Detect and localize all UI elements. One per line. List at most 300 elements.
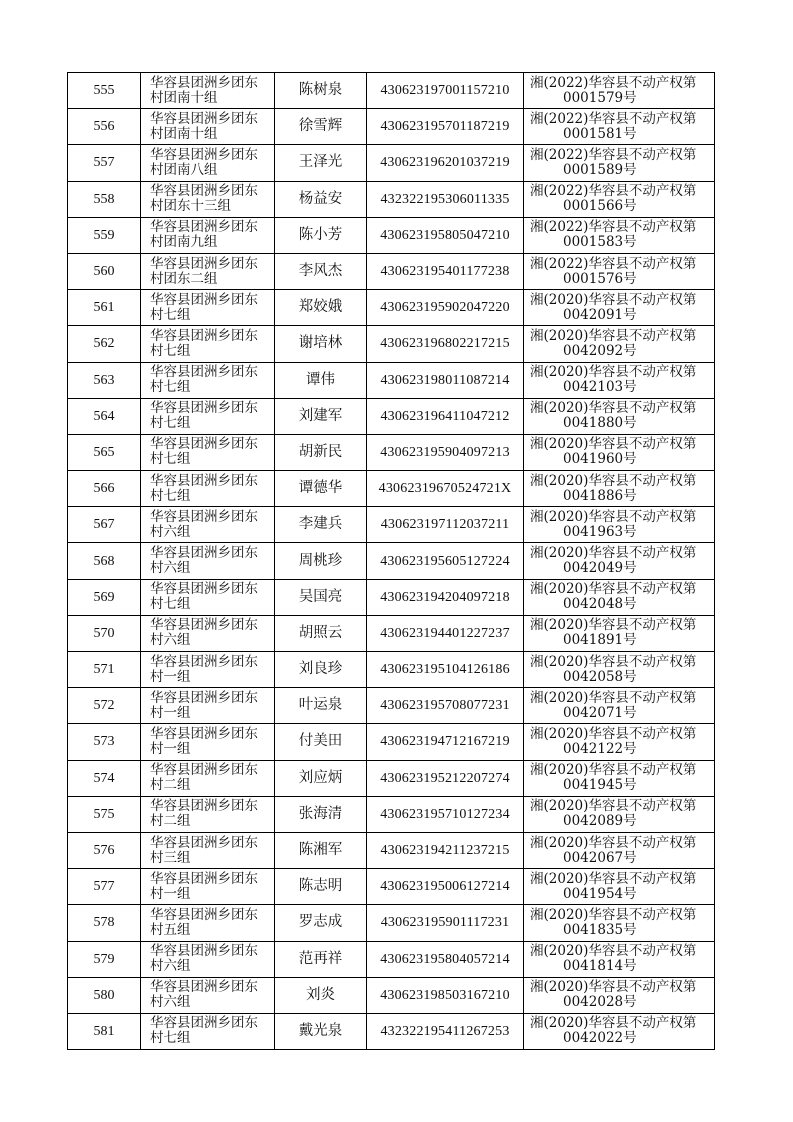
certificate-line-2: 0042092号 (563, 342, 637, 359)
certificate-line-1: 湘(2020)华容县不动产权第 (530, 653, 697, 670)
table-row (68, 471, 715, 507)
cell-id-number (367, 362, 524, 398)
certificate-line-1: 湘(2020)华容县不动产权第 (530, 725, 697, 742)
table-row (68, 760, 715, 796)
certificate-line-1: 湘(2020)华容县不动产权第 (530, 906, 697, 923)
cell-certificate (524, 326, 715, 362)
cell-id-number (367, 253, 524, 289)
cell-address (141, 73, 275, 109)
certificate-line-1: 湘(2020)华容县不动产权第 (530, 508, 697, 525)
cell-owner-name (275, 362, 367, 398)
cell-owner-name (275, 977, 367, 1013)
cell-certificate (524, 362, 715, 398)
owner-name: 李建兵 (298, 516, 343, 533)
owner-name: 罗志成 (298, 914, 343, 931)
cell-serial-number (68, 760, 141, 796)
certificate-line-1: 湘(2020)华容县不动产权第 (530, 979, 697, 996)
cell-owner-name (275, 615, 367, 651)
address-line-1: 华容县团洲乡团东 (150, 762, 258, 779)
address-line-1: 华容县团洲乡团东 (150, 255, 258, 272)
table-row (68, 652, 715, 688)
serial-number: 570 (93, 625, 115, 641)
serial-number: 569 (93, 589, 115, 605)
cell-serial-number (68, 326, 141, 362)
cell-certificate (524, 869, 715, 905)
certificate-line-2: 0041963号 (563, 523, 637, 540)
cell-serial-number (68, 977, 141, 1013)
cell-certificate (524, 507, 715, 543)
cell-owner-name (275, 181, 367, 217)
address-line-2: 村五组 (150, 921, 191, 938)
id-number: 430623194211237215 (380, 843, 510, 859)
owner-name: 陈志明 (298, 878, 343, 895)
cell-id-number (367, 941, 524, 977)
owner-name: 陈树泉 (298, 82, 343, 99)
cell-owner-name (275, 652, 367, 688)
cell-serial-number (68, 145, 141, 181)
cell-address (141, 290, 275, 326)
cell-certificate (524, 688, 715, 724)
address-line-2: 村三组 (150, 849, 191, 866)
certificate-line-2: 0001566号 (563, 198, 637, 215)
cell-certificate (524, 217, 715, 253)
certificate-line-2: 0042048号 (563, 596, 637, 613)
id-number: 430623194204097218 (380, 589, 510, 605)
address-line-1: 华容县团洲乡团东 (150, 74, 258, 91)
certificate-line-2: 0042071号 (563, 704, 637, 721)
table-row (68, 507, 715, 543)
cell-certificate (524, 977, 715, 1013)
cell-id-number (367, 290, 524, 326)
address-line-1: 华容县团洲乡团东 (150, 183, 258, 200)
address-line-1: 华容县团洲乡团东 (150, 291, 258, 308)
owner-name: 周桃珍 (298, 552, 343, 569)
address-line-2: 村六组 (150, 632, 191, 649)
table-row (68, 181, 715, 217)
cell-id-number (367, 796, 524, 832)
address-line-1: 华容县团洲乡团东 (150, 400, 258, 417)
id-number: 430623195901117231 (380, 915, 510, 931)
table-row (68, 869, 715, 905)
cell-certificate (524, 290, 715, 326)
serial-number: 559 (93, 227, 115, 243)
address-line-1: 华容县团洲乡团东 (150, 545, 258, 562)
table-row (68, 145, 715, 181)
address-line-1: 华容县团洲乡团东 (150, 472, 258, 489)
cell-id-number (367, 398, 524, 434)
address-line-2: 村团南十组 (150, 125, 218, 142)
cell-owner-name (275, 109, 367, 145)
cell-id-number (367, 579, 524, 615)
address-line-1: 华容县团洲乡团东 (150, 617, 258, 634)
certificate-line-1: 湘(2022)华容县不动产权第 (530, 74, 697, 91)
cell-serial-number (68, 434, 141, 470)
certificate-line-1: 湘(2020)华容县不动产权第 (530, 545, 697, 562)
address-line-2: 村团南八组 (150, 161, 218, 178)
id-number: 430623196201037219 (380, 155, 510, 171)
cell-certificate (524, 109, 715, 145)
serial-number: 581 (93, 1023, 115, 1039)
cell-serial-number (68, 832, 141, 868)
certificate-line-1: 湘(2020)华容县不动产权第 (530, 472, 697, 489)
certificate-line-2: 0001579号 (563, 89, 637, 106)
address-line-1: 华容县团洲乡团东 (150, 870, 258, 887)
cell-address (141, 326, 275, 362)
certificate-line-1: 湘(2020)华容县不动产权第 (530, 1015, 697, 1032)
owner-name: 胡照云 (298, 624, 343, 641)
certificate-line-1: 湘(2020)华容县不动产权第 (530, 617, 697, 634)
certificate-line-1: 湘(2020)华容县不动产权第 (530, 327, 697, 344)
id-number: 430623198503167210 (380, 987, 510, 1003)
cell-serial-number (68, 217, 141, 253)
owner-name: 吴国亮 (298, 588, 343, 605)
address-line-1: 华容县团洲乡团东 (150, 219, 258, 236)
cell-address (141, 760, 275, 796)
address-line-1: 华容县团洲乡团东 (150, 725, 258, 742)
id-number: 430623195805047210 (380, 227, 510, 243)
cell-address (141, 724, 275, 760)
certificate-line-2: 0041814号 (563, 958, 637, 975)
address-line-2: 村七组 (150, 1030, 191, 1047)
serial-number: 560 (93, 264, 115, 280)
serial-number: 577 (93, 879, 115, 895)
cell-id-number (367, 832, 524, 868)
serial-number: 557 (93, 155, 115, 171)
address-line-2: 村一组 (150, 704, 191, 721)
serial-number: 563 (93, 372, 115, 388)
address-line-1: 华容县团洲乡团东 (150, 1015, 258, 1032)
cell-owner-name (275, 73, 367, 109)
cell-address (141, 832, 275, 868)
table-row (68, 796, 715, 832)
table-row (68, 109, 715, 145)
cell-id-number (367, 688, 524, 724)
cell-owner-name (275, 217, 367, 253)
cell-address (141, 796, 275, 832)
table-row (68, 977, 715, 1013)
serial-number: 579 (93, 951, 115, 967)
serial-number: 556 (93, 119, 115, 135)
cell-id-number (367, 543, 524, 579)
cell-address (141, 471, 275, 507)
certificate-line-1: 湘(2020)华容县不动产权第 (530, 436, 697, 453)
cell-certificate (524, 760, 715, 796)
certificate-line-2: 0042067号 (563, 849, 637, 866)
address-line-2: 村七组 (150, 379, 191, 396)
cell-serial-number (68, 507, 141, 543)
cell-address (141, 217, 275, 253)
certificate-line-2: 0042122号 (563, 740, 637, 757)
cell-address (141, 362, 275, 398)
cell-address (141, 905, 275, 941)
cell-certificate (524, 615, 715, 651)
cell-address (141, 181, 275, 217)
cell-serial-number (68, 869, 141, 905)
address-line-2: 村七组 (150, 451, 191, 468)
address-line-2: 村二组 (150, 777, 191, 794)
cell-serial-number (68, 253, 141, 289)
certificate-line-1: 湘(2020)华容县不动产权第 (530, 581, 697, 598)
owner-name: 付美田 (298, 733, 343, 750)
certificate-line-1: 湘(2022)华容县不动产权第 (530, 146, 697, 163)
table-row (68, 543, 715, 579)
certificate-line-1: 湘(2020)华容县不动产权第 (530, 291, 697, 308)
serial-number: 555 (93, 83, 115, 99)
table-row (68, 326, 715, 362)
cell-certificate (524, 543, 715, 579)
cell-address (141, 1013, 275, 1049)
cell-serial-number (68, 941, 141, 977)
address-line-1: 华容县团洲乡团东 (150, 798, 258, 815)
owner-name: 刘良珍 (298, 661, 343, 678)
owner-name: 郑姣娥 (298, 299, 343, 316)
id-number: 430623197001157210 (380, 83, 510, 99)
serial-number: 571 (93, 662, 115, 678)
address-line-2: 村七组 (150, 415, 191, 432)
table-row (68, 905, 715, 941)
cell-owner-name (275, 941, 367, 977)
cell-serial-number (68, 796, 141, 832)
cell-address (141, 507, 275, 543)
address-line-1: 华容县团洲乡团东 (150, 327, 258, 344)
cell-certificate (524, 832, 715, 868)
serial-number: 575 (93, 806, 115, 822)
cell-address (141, 869, 275, 905)
owner-name: 谢培林 (298, 335, 343, 352)
certificate-line-2: 0041891号 (563, 632, 637, 649)
id-number: 430623195401177238 (380, 264, 510, 280)
cell-serial-number (68, 724, 141, 760)
certificate-line-2: 0041880号 (563, 415, 637, 432)
certificate-line-2: 0041835号 (563, 921, 637, 938)
owner-name: 谭伟 (306, 371, 335, 388)
table-row (68, 73, 715, 109)
cell-serial-number (68, 290, 141, 326)
cell-certificate (524, 434, 715, 470)
address-line-2: 村团南九组 (150, 234, 218, 251)
certificate-line-1: 湘(2020)华容县不动产权第 (530, 798, 697, 815)
owner-name: 戴光泉 (298, 1022, 343, 1039)
address-line-2: 村七组 (150, 487, 191, 504)
cell-owner-name (275, 145, 367, 181)
table-row (68, 941, 715, 977)
certificate-line-2: 0001576号 (563, 270, 637, 287)
certificate-line-2: 0042103号 (563, 379, 637, 396)
cell-owner-name (275, 471, 367, 507)
cell-owner-name (275, 326, 367, 362)
id-number: 430623196411047212 (380, 408, 510, 424)
cell-owner-name (275, 579, 367, 615)
cell-certificate (524, 181, 715, 217)
cell-address (141, 615, 275, 651)
cell-address (141, 652, 275, 688)
owner-name: 陈小芳 (298, 226, 343, 243)
id-number: 430623195708077231 (380, 698, 510, 714)
cell-owner-name (275, 434, 367, 470)
owner-name: 谭德华 (298, 480, 343, 497)
cell-address (141, 543, 275, 579)
address-line-1: 华容县团洲乡团东 (150, 943, 258, 960)
certificate-line-1: 湘(2020)华容县不动产权第 (530, 870, 697, 887)
cell-serial-number (68, 543, 141, 579)
cell-certificate (524, 724, 715, 760)
certificate-line-1: 湘(2022)华容县不动产权第 (530, 255, 697, 272)
certificate-line-1: 湘(2020)华容县不动产权第 (530, 943, 697, 960)
cell-id-number (367, 326, 524, 362)
cell-certificate (524, 398, 715, 434)
certificate-line-2: 0001581号 (563, 125, 637, 142)
cell-owner-name (275, 869, 367, 905)
certificate-line-1: 湘(2020)华容县不动产权第 (530, 834, 697, 851)
cell-id-number (367, 109, 524, 145)
cell-address (141, 398, 275, 434)
id-number: 430623195701187219 (380, 119, 510, 135)
certificate-line-1: 湘(2020)华容县不动产权第 (530, 762, 697, 779)
certificate-line-1: 湘(2022)华容县不动产权第 (530, 219, 697, 236)
serial-number: 578 (93, 915, 115, 931)
id-number: 430623195006127214 (380, 879, 510, 895)
id-number: 430623198011087214 (380, 372, 510, 388)
certificate-line-2: 0042028号 (563, 994, 637, 1011)
certificate-line-1: 湘(2020)华容县不动产权第 (530, 400, 697, 417)
cell-id-number (367, 471, 524, 507)
cell-owner-name (275, 253, 367, 289)
address-line-2: 村团东二组 (150, 270, 218, 287)
table-row (68, 253, 715, 289)
id-number: 432322195306011335 (380, 191, 510, 207)
cell-id-number (367, 217, 524, 253)
cell-address (141, 109, 275, 145)
certificate-line-2: 0042022号 (563, 1030, 637, 1047)
address-line-2: 村七组 (150, 342, 191, 359)
cell-serial-number (68, 688, 141, 724)
owner-name: 刘应炳 (298, 769, 343, 786)
cell-owner-name (275, 507, 367, 543)
cell-certificate (524, 471, 715, 507)
cell-address (141, 579, 275, 615)
cell-serial-number (68, 362, 141, 398)
address-line-2: 村七组 (150, 596, 191, 613)
cell-certificate (524, 145, 715, 181)
cell-owner-name (275, 760, 367, 796)
cell-serial-number (68, 615, 141, 651)
address-line-1: 华容县团洲乡团东 (150, 508, 258, 525)
address-line-1: 华容县团洲乡团东 (150, 906, 258, 923)
cell-owner-name (275, 796, 367, 832)
id-number: 430623195104126186 (380, 662, 510, 678)
cell-id-number (367, 652, 524, 688)
owner-name: 李风杰 (298, 263, 343, 280)
certificate-line-2: 0041960号 (563, 451, 637, 468)
serial-number: 564 (93, 408, 115, 424)
id-number: 430623194712167219 (380, 734, 510, 750)
cell-id-number (367, 507, 524, 543)
address-line-1: 华容县团洲乡团东 (150, 436, 258, 453)
table-row (68, 290, 715, 326)
owner-name: 陈湘军 (298, 842, 343, 859)
certificate-line-1: 湘(2022)华容县不动产权第 (530, 110, 697, 127)
table-row (68, 832, 715, 868)
cell-address (141, 688, 275, 724)
cell-serial-number (68, 471, 141, 507)
owner-name: 徐雪辉 (298, 118, 343, 135)
table-row (68, 362, 715, 398)
cell-owner-name (275, 832, 367, 868)
id-number: 430623195710127234 (380, 806, 510, 822)
address-line-1: 华容县团洲乡团东 (150, 689, 258, 706)
cell-certificate (524, 1013, 715, 1049)
table-row (68, 217, 715, 253)
table-row (68, 1013, 715, 1049)
cell-owner-name (275, 905, 367, 941)
address-line-1: 华容县团洲乡团东 (150, 653, 258, 670)
cell-id-number (367, 615, 524, 651)
cell-owner-name (275, 1013, 367, 1049)
certificate-line-1: 湘(2020)华容县不动产权第 (530, 689, 697, 706)
id-number: 430623195212207274 (380, 770, 510, 786)
serial-number: 568 (93, 553, 115, 569)
address-line-2: 村六组 (150, 523, 191, 540)
certificate-line-2: 0042091号 (563, 306, 637, 323)
address-line-1: 华容县团洲乡团东 (150, 364, 258, 381)
id-number: 430623195902047220 (380, 300, 510, 316)
cell-id-number (367, 760, 524, 796)
cell-id-number (367, 1013, 524, 1049)
cell-certificate (524, 652, 715, 688)
cell-address (141, 434, 275, 470)
cell-id-number (367, 181, 524, 217)
id-number: 430623195804057214 (380, 951, 510, 967)
table-row (68, 688, 715, 724)
id-number: 430623196802217215 (380, 336, 510, 352)
cell-owner-name (275, 724, 367, 760)
serial-number: 574 (93, 770, 115, 786)
cell-serial-number (68, 73, 141, 109)
cell-address (141, 145, 275, 181)
cell-address (141, 253, 275, 289)
serial-number: 566 (93, 481, 115, 497)
table-row (68, 724, 715, 760)
id-number: 430623194401227237 (380, 625, 510, 641)
address-line-2: 村一组 (150, 885, 191, 902)
owner-name: 王泽光 (298, 154, 343, 171)
serial-number: 558 (93, 191, 115, 207)
address-line-2: 村一组 (150, 740, 191, 757)
cell-serial-number (68, 652, 141, 688)
id-number: 432322195411267253 (380, 1023, 510, 1039)
cell-id-number (367, 977, 524, 1013)
table-row (68, 398, 715, 434)
table-row (68, 579, 715, 615)
serial-number: 561 (93, 300, 115, 316)
cell-serial-number (68, 579, 141, 615)
certificate-line-1: 湘(2020)华容县不动产权第 (530, 364, 697, 381)
address-line-2: 村六组 (150, 560, 191, 577)
owner-name: 张海清 (298, 805, 343, 822)
certificate-line-1: 湘(2022)华容县不动产权第 (530, 183, 697, 200)
table-row (68, 434, 715, 470)
address-line-1: 华容县团洲乡团东 (150, 146, 258, 163)
cell-id-number (367, 905, 524, 941)
address-line-2: 村一组 (150, 668, 191, 685)
serial-number: 576 (93, 843, 115, 859)
certificate-line-2: 0041954号 (563, 885, 637, 902)
cell-address (141, 941, 275, 977)
address-line-2: 村六组 (150, 994, 191, 1011)
property-rights-table (67, 72, 715, 1050)
owner-name: 刘建军 (298, 407, 343, 424)
address-line-2: 村团东十三组 (150, 198, 231, 215)
